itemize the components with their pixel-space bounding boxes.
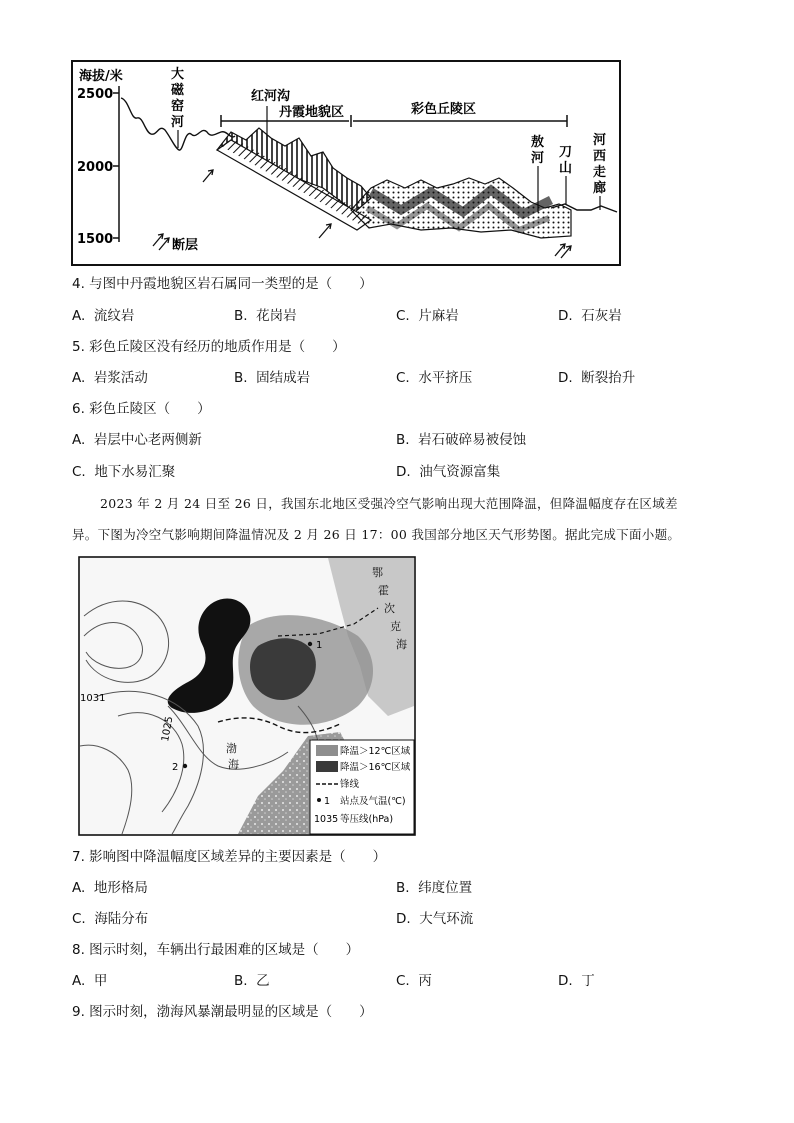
y-tick-1500: 1500 [77,232,114,247]
option-key: C. [72,911,86,927]
station-1-label: 1 [316,640,323,651]
y-axis-title: 海拔/米 [79,69,123,84]
option-key: C. [396,370,410,386]
question-5-stem: 5. 彩色丘陵区没有经历的地质作用是（ ） [72,339,346,355]
option-text: 片麻岩 [418,308,459,324]
legend-row-isobar: 等压线(hPa) [340,814,394,825]
legend-row-front: 锋线 [340,779,360,790]
option-key: A. [72,973,86,989]
option-key: D. [558,973,573,989]
sea-okhotsk-label: 鄂霍次克海 [372,566,407,651]
q6-option-b[interactable] [396,431,526,449]
legend-row-station: 站点及气温(℃) [340,796,406,807]
isobar-1025-label: 1025 [160,715,176,743]
q8-option-a[interactable] [72,972,107,990]
q6-option-c[interactable] [72,463,175,481]
profile-figure-svg [71,60,621,268]
passage-line-2: 异。下图为冷空气影响期间降温情况及 2 月 26 日 17：00 我国部分地区天气形势图。据此完成下面小题。 [72,527,681,542]
option-key: A. [72,308,86,324]
q5-option-a[interactable] [72,369,148,387]
option-text: 地形格局 [93,880,148,896]
map-legend [310,740,414,834]
q5-option-c[interactable] [396,369,472,387]
q7-option-b[interactable] [396,879,472,897]
option-text: 丁 [581,973,595,989]
option-text: 固结成岩 [256,370,311,386]
passage-line-1: 2023 年 2 月 24 日至 26 日，我国东北地区受强冷空气影响出现大范围降温，但降温幅度存在区域差 [100,496,678,511]
option-key: A. [72,432,86,448]
option-text: 流纹岩 [93,308,135,324]
option-text: 岩层中心老两侧新 [93,432,202,448]
q7-option-a[interactable] [72,879,148,897]
option-key: B. [396,880,410,896]
q8-option-c[interactable] [396,972,432,990]
option-text: 大气环流 [419,911,474,927]
q8-option-d[interactable] [558,972,595,990]
option-text: 岩石破碎易被侵蚀 [418,432,527,448]
question-9-stem: 9. 图示时刻，渤海风暴潮最明显的区域是（ ） [72,1004,373,1020]
question-4-stem: 4. 与图中丹霞地貌区岩石属同一类型的是（ ） [72,276,373,292]
option-key: B. [234,308,248,324]
option-key: B. [234,370,248,386]
option-text: 乙 [256,973,270,989]
q4-option-d[interactable] [558,307,622,325]
option-text: 岩浆活动 [93,370,148,386]
legend-swatch-12 [316,745,338,756]
option-text: 纬度位置 [418,880,473,896]
legend-row-16: 降温＞16℃区域 [340,762,411,773]
label-aohe: 敖河 [531,135,545,166]
option-text: 水平挤压 [418,370,473,386]
q5-option-d[interactable] [558,369,635,387]
option-key: C. [396,973,410,989]
q4-option-c[interactable] [396,307,459,325]
option-key: A. [72,370,86,386]
option-text: 油气资源富集 [419,464,501,480]
label-daci: 大磁窑河 [171,67,185,130]
question-7-stem: 7. 影响图中降温幅度区域差异的主要因素是（ ） [72,849,387,865]
fault-legend-label: 断层 [172,238,199,253]
legend-num-1: 1 [324,796,331,807]
q7-option-c[interactable] [72,910,148,928]
label-honghegou: 红河沟 [251,89,291,104]
q6-option-d[interactable] [396,463,500,481]
label-caise: 彩色丘陵区 [411,102,477,117]
option-text: 断裂抬升 [581,370,636,386]
y-tick-2500: 2500 [77,87,114,102]
option-key: B. [396,432,410,448]
legend-swatch-16 [316,761,338,772]
option-key: D. [558,308,573,324]
option-key: D. [396,464,411,480]
label-daoshan: 刀山 [559,145,573,176]
question-6-stem: 6. 彩色丘陵区（ ） [72,401,211,417]
option-key: C. [396,308,410,324]
label-hexi: 河西走廊 [593,133,607,196]
option-text: 花岗岩 [256,308,297,324]
option-text: 石灰岩 [581,308,622,324]
q5-option-b[interactable] [234,369,310,387]
q8-option-b[interactable] [234,972,270,990]
option-key: D. [558,370,573,386]
option-text: 海陆分布 [94,911,149,927]
q4-option-b[interactable] [234,307,297,325]
weather-map-svg [78,556,416,836]
option-key: D. [396,911,411,927]
option-key: C. [72,464,86,480]
q6-option-a[interactable] [72,431,202,449]
legend-row-12: 降温＞12℃区域 [340,746,411,757]
isobar-1031-label: 1031 [80,693,106,704]
profile-figure [71,60,621,268]
y-tick-2000: 2000 [77,160,114,175]
option-text: 丙 [418,973,432,989]
station-1-dot [308,642,312,646]
option-text: 地下水易汇聚 [94,464,176,480]
legend-num-1035: 1035 [314,814,339,825]
option-key: B. [234,973,248,989]
option-text: 甲 [93,973,108,989]
station-2-dot [183,764,187,768]
q4-option-a[interactable] [72,307,134,325]
option-key: A. [72,880,86,896]
label-danxia: 丹霞地貌区 [279,105,345,120]
station-2-label: 2 [172,762,179,773]
sea-bohai-label: 渤海 [226,742,239,771]
weather-map-figure [78,556,416,836]
q7-option-d[interactable] [396,910,473,928]
question-8-stem: 8. 图示时刻，车辆出行最困难的区域是（ ） [72,942,360,958]
legend-station-dot [317,798,321,802]
